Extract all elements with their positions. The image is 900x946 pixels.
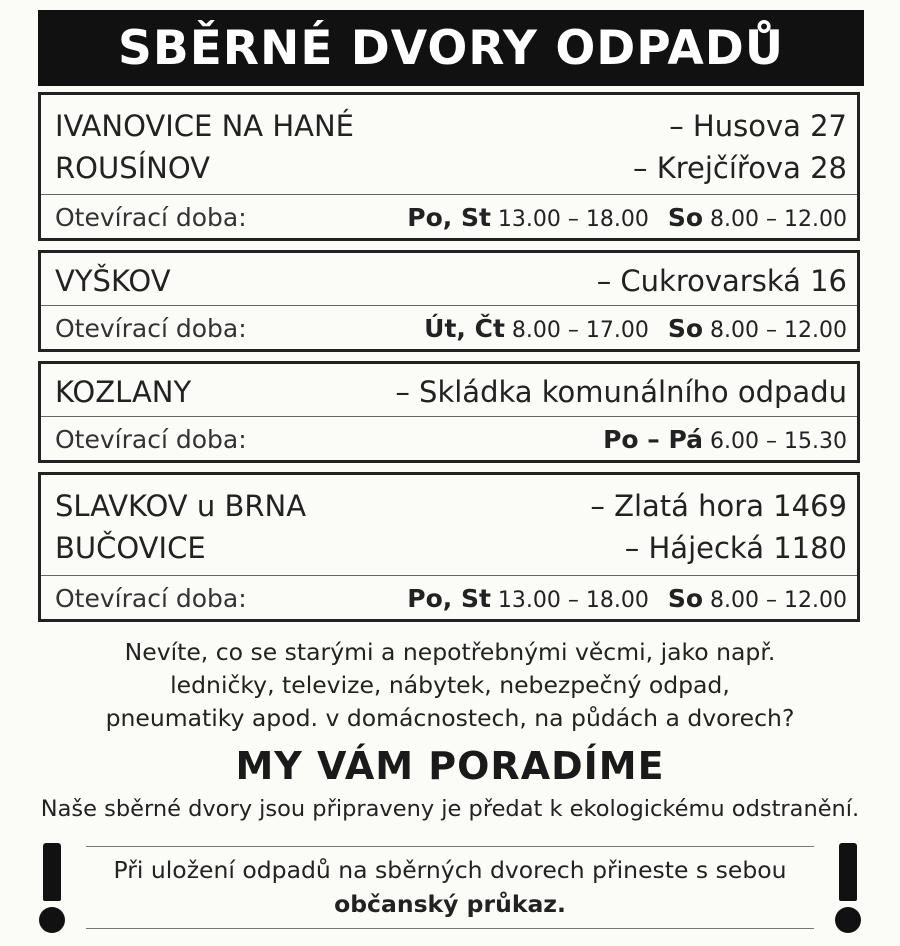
town-name: IVANOVICE NA HANÉ (55, 109, 354, 143)
days: So (667, 314, 704, 343)
street-address: – Cukrovarská 16 (596, 264, 847, 298)
town-name: KOZLANY (55, 375, 192, 409)
notice-bold-text: občanský průkaz. (334, 890, 566, 918)
time-range: 6.00 – 15.30 (710, 429, 847, 454)
page-title: SBĚRNÉ DVORY ODPADŮ (38, 10, 864, 86)
days: Po, St (407, 584, 491, 613)
hours-label: Otevírací doba: (55, 584, 247, 613)
time-range: 13.00 – 18.00 (497, 207, 649, 232)
opening-hours (55, 314, 847, 343)
time-range: 8.00 – 17.00 (511, 318, 649, 343)
town-name: VYŠKOV (55, 264, 171, 298)
hours-label: Otevírací doba: (55, 314, 247, 343)
town-name: SLAVKOV u BRNA (55, 489, 307, 523)
schedule (407, 203, 847, 232)
town-name: ROUSÍNOV (55, 151, 211, 185)
schedule (603, 425, 847, 454)
street-address: – Husova 27 (669, 109, 847, 143)
opening-hours (55, 203, 847, 232)
location-box-slavkov-bucovice (38, 472, 860, 622)
divider (41, 575, 857, 576)
ready-text: Naše sběrné dvory jsou připraveny je předat k ekologickému odstranění. (40, 796, 860, 822)
street-address: – Skládka komunálního odpadu (395, 375, 847, 409)
time-range: 8.00 – 12.00 (710, 207, 847, 232)
question-line: ledničky, televize, nábytek, nebezpečný odpad, (170, 671, 730, 699)
question-line: pneumatiky apod. v domácnostech, na půdách a dvorech? (105, 704, 795, 732)
street-address: – Zlatá hora 1469 (590, 489, 847, 523)
time-range: 13.00 – 18.00 (497, 588, 649, 613)
street-address: – Hájecká 1180 (624, 531, 847, 565)
time-range: 8.00 – 12.00 (710, 318, 847, 343)
days: Po, St (407, 203, 491, 232)
schedule (424, 314, 847, 343)
location-box-ivanovice-rousinov (38, 92, 860, 241)
location-row (55, 375, 847, 409)
time-range: 8.00 – 12.00 (710, 588, 847, 613)
opening-hours (55, 584, 847, 613)
street-address: – Krejčířova 28 (632, 151, 847, 185)
divider (41, 194, 857, 195)
location-box-kozlany (38, 361, 860, 463)
location-row (55, 489, 847, 523)
slogan-heading: MY VÁM PORADÍME (235, 744, 665, 788)
opening-hours (55, 425, 847, 454)
days: So (667, 584, 704, 613)
location-row (55, 109, 847, 143)
divider (86, 846, 814, 847)
location-row (55, 151, 847, 185)
hours-label: Otevírací doba: (55, 425, 247, 454)
question-line: Nevíte, co se starými a nepotřebnými věcmi, jako např. (124, 638, 776, 666)
town-name: BUČOVICE (55, 531, 206, 565)
divider (41, 416, 857, 417)
schedule (407, 584, 847, 613)
location-row (55, 264, 847, 298)
days: So (667, 203, 704, 232)
exclamation-icon (834, 843, 862, 933)
exclamation-icon (38, 843, 66, 933)
days: Po – Pá (603, 425, 704, 454)
location-box-vyskov (38, 250, 860, 352)
id-notice (86, 853, 814, 921)
question-text (0, 636, 900, 735)
hours-label: Otevírací doba: (55, 203, 247, 232)
notice-text: Při uložení odpadů na sběrných dvorech přineste s sebou (113, 856, 787, 884)
divider (86, 928, 814, 929)
divider (41, 305, 857, 306)
location-row (55, 531, 847, 565)
days: Út, Čt (424, 314, 505, 343)
